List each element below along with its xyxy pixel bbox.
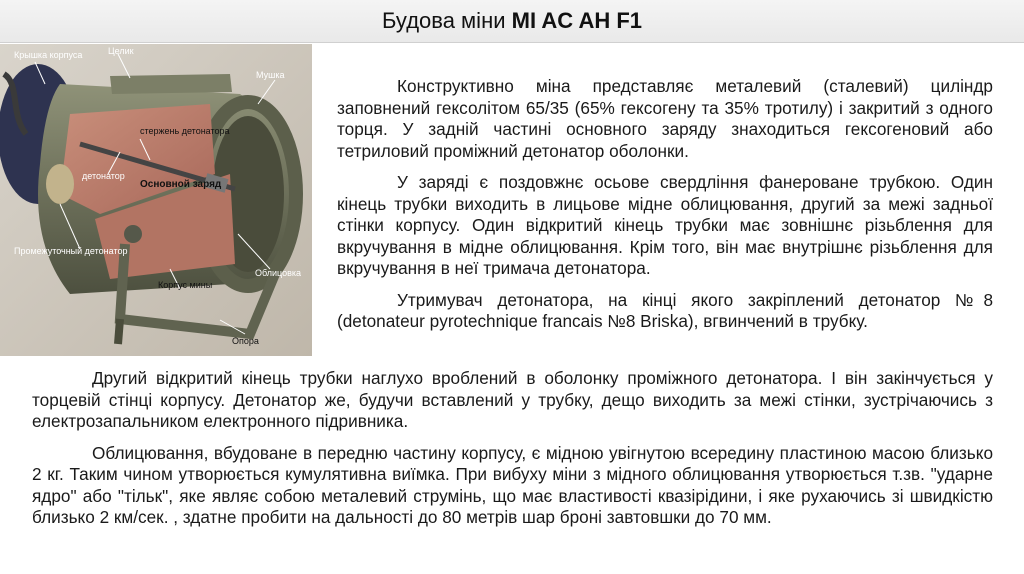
paragraph-bottom-2: Облицювання, вбудоване в передню частину корпусу, є мідною увігнутою всередину пластиною масою близько 2 кг. Таким чином утворюється кумулятивна виїмка. При вибуху міни з мідного облицювання утворюється т.зв. "ударне ядро" або "тільк", яке являє собою металевий струмінь, що має властивості квазірідини, і яке рухаючись зі швидкістю близько 2 км/сек. , здатне пробити на дальності до 80 метрів шар броні завтовшки до 70 мм. bbox=[32, 442, 993, 527]
title-bold: MI AC AH F1 bbox=[511, 8, 643, 33]
paragraph-right-2: У заряді є поздовжнє осьове свердління фанероване трубкою. Один кінець трубки виходить в лицьове мідне облицювання, другий за межі задньої стінки корпусу. Один відкритий кінець трубки має зовнішнє різьблення для вкручування в мідне облицювання. Крім того, він має внутрішнє різьблення для вкручування в неї тримача детонатора. bbox=[337, 172, 993, 278]
label-detonator-rod: стержень детонатора bbox=[140, 126, 230, 136]
paragraph-right-3: Утримувач детонатора, на кінці якого закріплений детонатор №8 (detonateur pyrotechnique francais №8 Briska), вгвинчений в трубку. bbox=[337, 289, 993, 331]
label-front-sight: Мушка bbox=[256, 70, 285, 80]
label-cover: Крышка корпуса bbox=[14, 50, 83, 60]
bottom-text-block bbox=[32, 368, 993, 539]
label-sight-pin: Целик bbox=[108, 46, 134, 56]
label-support: Опора bbox=[232, 336, 259, 346]
label-detonator: детонатор bbox=[82, 171, 125, 181]
title-prefix: Будова міни bbox=[381, 8, 506, 33]
paragraph-right-1: Конструктивно міна представляє металевий (сталевий) циліндр заповнений гексолітом 65/35 (65% гексогену та 35% тротилу) і закритий з одного торця. У задній частині основного заряду знаходиться гексогеновий або тетриловий проміжний детонатор оболонки. bbox=[337, 76, 993, 161]
label-lining: Облицовка bbox=[255, 268, 302, 278]
paragraph-bottom-1: Другий відкритий кінець трубки наглухо вроблений в оболонку проміжного детонатора. І він закінчується у торцевій стінці корпусу. Детонатор же, будучи вставлений у трубку, дещо виходить за межі стінки, зустрічаючись з електрозапальником електронного підривника. bbox=[32, 368, 993, 431]
slide-title bbox=[0, 0, 1024, 43]
label-mine-body: Корпус мины bbox=[158, 280, 213, 290]
right-text-column bbox=[337, 76, 993, 343]
label-intermediate-detonator: Промежуточный детонатор bbox=[14, 246, 128, 256]
label-main-charge: Основной заряд bbox=[140, 179, 222, 190]
mine-cutaway-photo bbox=[0, 44, 312, 356]
